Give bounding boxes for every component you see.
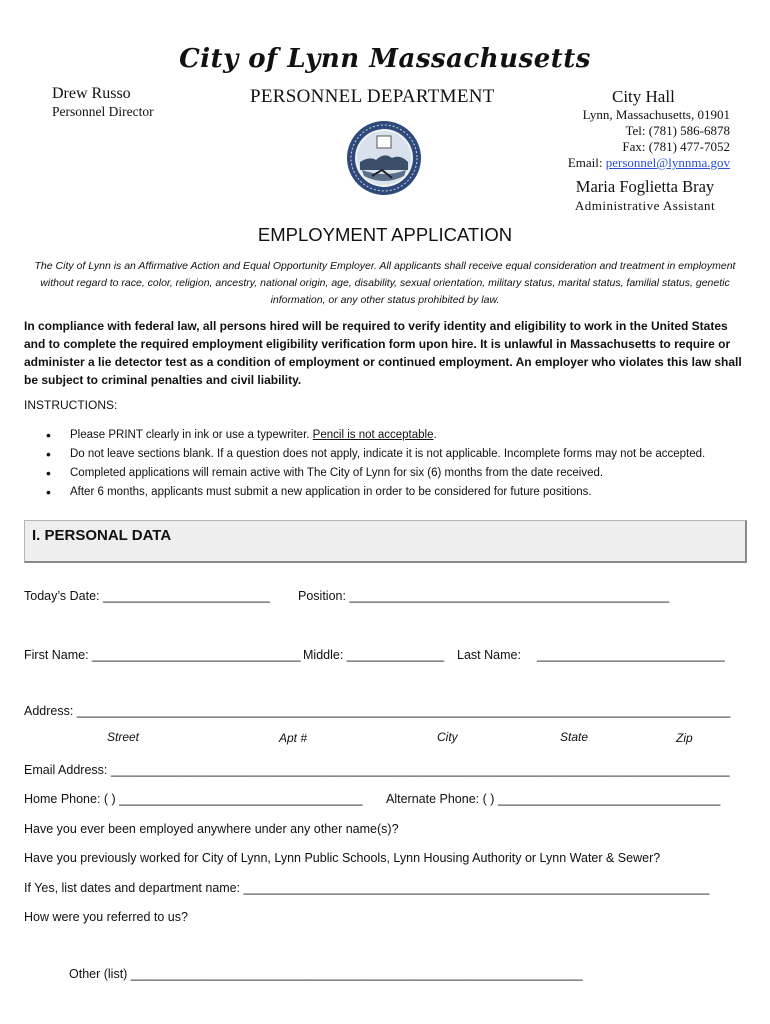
previous-employment-question: Have you previously worked for City of Lynn, Lynn Public Schools, Lynn Housing Authority or Lynn Water & Sewer? bbox=[24, 851, 661, 865]
first-name-field[interactable]: First Name: ______________________________ bbox=[24, 648, 301, 662]
director-title: Personnel Director bbox=[52, 104, 154, 119]
contact-address: Lynn, Massachusetts, 01901 bbox=[582, 107, 730, 122]
alternate-phone-field[interactable]: Alternate Phone: ( ) ________________________________ bbox=[386, 792, 721, 806]
email-address-field[interactable]: Email Address: _________________________________________________________________________________________ bbox=[24, 763, 730, 777]
instruction-emphasis: Pencil is not acceptable bbox=[312, 429, 434, 441]
referral-question: How were you referred to us? bbox=[24, 910, 188, 924]
address-state-label: State bbox=[560, 730, 589, 744]
instruction-item: • Do not leave sections blank. If a question does not apply, indicate it is not applicable. Incomplete forms may not be accepted. bbox=[44, 445, 744, 464]
last-name-field[interactable]: ___________________________ bbox=[537, 648, 725, 662]
if-yes-field[interactable]: If Yes, list dates and department name: ___________________________________________________________________ bbox=[24, 881, 710, 895]
address-apt-label: Apt # bbox=[279, 731, 308, 745]
address-field[interactable]: Address: ______________________________________________________________________________________________ bbox=[24, 704, 731, 718]
office-name: City Hall bbox=[612, 87, 675, 106]
address-zip-label: Zip bbox=[676, 731, 693, 745]
contact-email-label: Email: bbox=[567, 155, 606, 170]
home-phone-field[interactable]: Home Phone: ( ) ___________________________________ bbox=[24, 792, 363, 806]
other-names-question: Have you ever been employed anywhere under any other name(s)? bbox=[24, 822, 399, 836]
instruction-period: . bbox=[433, 429, 437, 441]
instructions-list bbox=[44, 426, 744, 502]
department-name: PERSONNEL DEPARTMENT bbox=[250, 86, 495, 107]
contact-fax: Fax: (781) 477-7052 bbox=[622, 139, 730, 154]
todays-date-field[interactable]: Today’s Date: ________________________ bbox=[24, 589, 270, 603]
section-title: I. PERSONAL DATA bbox=[32, 527, 172, 544]
assistant-title: Administrative Assistant bbox=[574, 198, 716, 213]
director-name: Drew Russo bbox=[52, 85, 131, 102]
instruction-text: Please PRINT clearly in ink or use a typewriter. bbox=[70, 429, 313, 441]
application-heading: EMPLOYMENT APPLICATION bbox=[257, 224, 513, 245]
instruction-item: • Completed applications will remain active with The City of Lynn for six (6) months from the date received. bbox=[44, 464, 744, 483]
contact-email-row bbox=[540, 155, 730, 171]
instruction-item: • After 6 months, applicants must submit a new application in order to be considered for future positions. bbox=[44, 483, 744, 502]
eeo-statement: The City of Lynn is an Affirmative Action and Equal Opportunity Employer. All applicants shall receive equal consideration and treatment in employment without regard to race, color, religion, ancestry, national origin, age, disability, sexual orientation, military status, marital status, familial status, genetic information, or any other status prohibited by law. bbox=[34, 260, 736, 306]
contact-tel: Tel: (781) 586-6878 bbox=[625, 123, 730, 138]
middle-name-field[interactable]: Middle: ______________ bbox=[303, 648, 445, 662]
document-title: City of Lynn Massachusetts bbox=[179, 44, 591, 74]
instruction-item bbox=[44, 426, 744, 445]
address-street-label: Street bbox=[107, 730, 140, 744]
contact-email-link[interactable]: personnel@lynnma.gov bbox=[605, 155, 730, 170]
position-field[interactable]: Position: ______________________________________________ bbox=[298, 589, 670, 603]
assistant-name: Maria Foglietta Bray bbox=[575, 177, 715, 196]
compliance-statement: In compliance with federal law, all persons hired will be required to verify identity and eligibility to work in the United States and to complete the required employment eligibility verification form upon hire. It is unlawful in Massachusetts to require or administer a lie detector test as a condition of employment or continued employment. An employer who violates this law shall be subject to criminal penalties and civil liability. bbox=[24, 319, 742, 387]
city-seal-icon bbox=[346, 120, 422, 196]
other-referral-field[interactable]: Other (list) _________________________________________________________________ bbox=[69, 967, 583, 981]
instructions-label: INSTRUCTIONS: bbox=[24, 398, 118, 412]
address-city-label: City bbox=[437, 730, 458, 744]
last-name-label: Last Name: bbox=[457, 648, 521, 662]
contact-block bbox=[540, 107, 730, 171]
